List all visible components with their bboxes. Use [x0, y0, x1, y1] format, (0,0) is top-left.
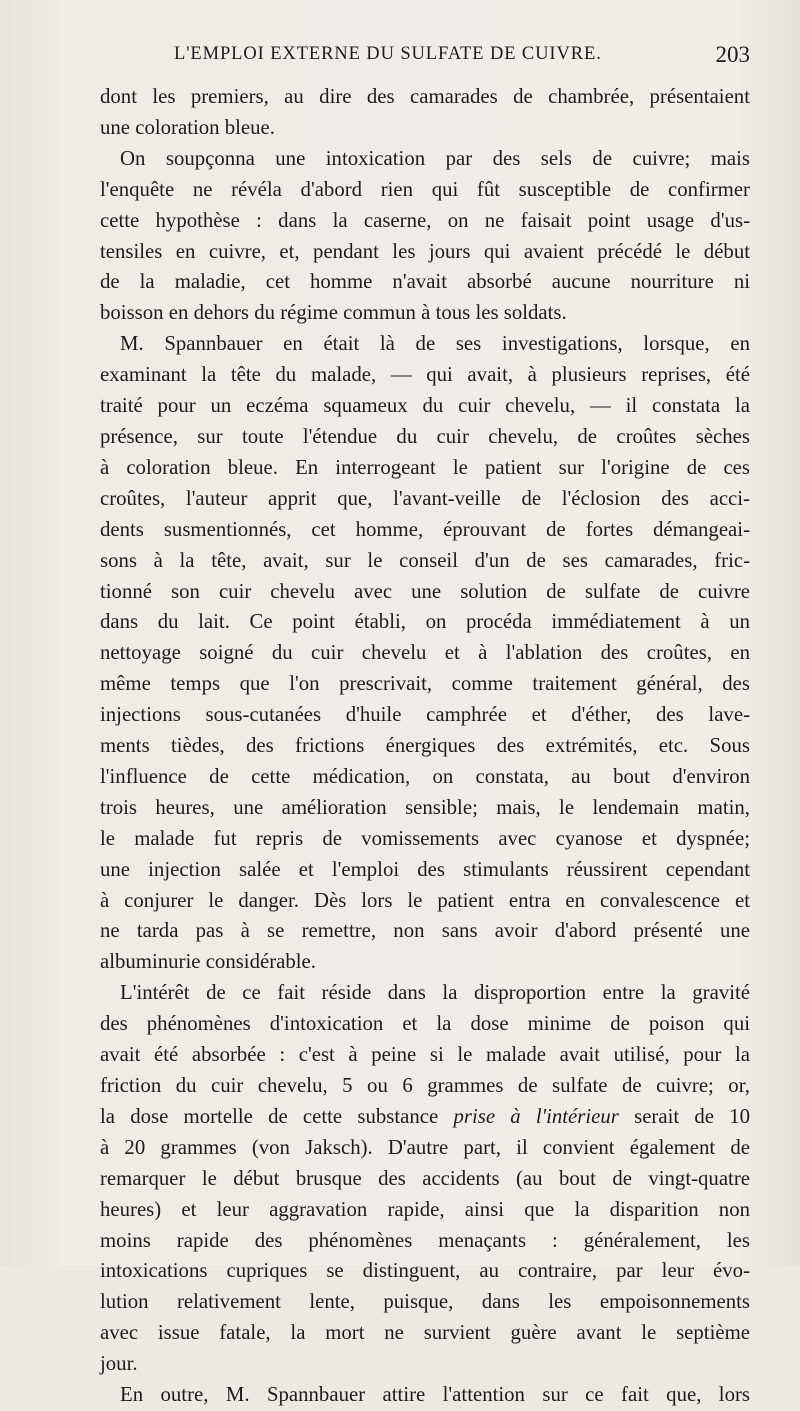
- text-line: L'intérêt de ce fait réside dans la disproportion entre la gravité: [120, 981, 750, 1005]
- text-line: dans du lait. Ce point établi, on procéda immédiatement à un: [100, 610, 750, 634]
- text-line: friction du cuir chevelu, 5 ou 6 grammes de sulfate de cuivre; or,: [100, 1074, 750, 1097]
- text-line: à coloration bleue. En interrogeant le patient sur l'origine de ces: [100, 455, 750, 479]
- text-line: cette hypothèse : dans la caserne, on ne faisait point usage d'us-: [100, 208, 750, 232]
- text-line: lution relativement lente, puisque, dans les empoisonnements: [100, 1290, 750, 1314]
- text-segment: serait de 10: [618, 1104, 750, 1128]
- text-line: tensiles en cuivre, et, pendant les jours qui avaient précédé le début: [100, 239, 750, 263]
- italic-phrase: prise à l'intérieur: [453, 1104, 619, 1128]
- paragraph: [100, 978, 750, 1380]
- text-line: heures) et leur aggravation rapide, ainsi que la disparition non: [100, 1197, 750, 1221]
- text-line: avec issue fatale, la mort ne survient guère avant le septième: [100, 1321, 750, 1345]
- text-line: une injection salée et l'emploi des stimulants réussirent cependant: [100, 857, 750, 881]
- body-text: [100, 82, 750, 1411]
- text-segment: la dose mortelle de cette substance: [100, 1104, 454, 1128]
- text-line: dents susmentionnés, cet homme, éprouvant de fortes démangeai-: [100, 517, 750, 541]
- paragraph: [100, 82, 750, 144]
- text-line: injections sous-cutanées d'huile camphrée et d'éther, des lave-: [100, 703, 750, 727]
- text-line: tionné son cuir chevelu avec une solution de sulfate de cuivre: [100, 579, 750, 603]
- running-title: L'EMPLOI EXTERNE DU SULFATE DE CUIVRE.: [174, 44, 602, 64]
- text-line: ments tièdes, des frictions énergiques des extrémités, etc. Sous: [100, 734, 750, 758]
- text-line: remarquer le début brusque des accidents (au bout de vingt-quatre: [100, 1166, 750, 1190]
- text-line-with-italic: [100, 1102, 750, 1133]
- text-line: l'influence de cette médication, on constata, au bout d'environ: [100, 764, 750, 788]
- text-line: intoxications cupriques se distinguent, au contraire, par leur évo-: [100, 1259, 750, 1283]
- text-line: trois heures, une amélioration sensible; mais, le lendemain matin,: [100, 795, 750, 819]
- text-line: traité pour un eczéma squameux du cuir chevelu, — il constata la: [100, 394, 750, 418]
- text-line: ne tarda pas à se remettre, non sans avoir d'abord présenté une: [100, 919, 750, 943]
- text-line: des phénomènes d'intoxication et la dose minime de poison qui: [100, 1012, 750, 1036]
- paragraph: [100, 329, 750, 978]
- page-header: [100, 44, 750, 74]
- text-line: albuminurie considérable.: [100, 950, 316, 974]
- text-line: une coloration bleue.: [100, 115, 275, 139]
- text-line: En outre, M. Spannbauer attire l'attention sur ce fait que, lors: [120, 1383, 750, 1407]
- text-line: sons à la tête, avait, sur le conseil d'un de ses camarades, fric-: [100, 548, 750, 572]
- text-line: à conjurer le danger. Dès lors le patient entra en convalescence et: [100, 888, 750, 912]
- text-line: croûtes, l'auteur apprit que, l'avant-veille de l'éclosion des acci-: [100, 486, 750, 510]
- text-line: M. Spannbauer en était là de ses investigations, lorsque, en: [120, 332, 750, 356]
- text-line: jour.: [100, 1352, 138, 1376]
- text-line: à 20 grammes (von Jaksch). D'autre part, il convient également de: [100, 1135, 750, 1159]
- text-line: boisson en dehors du régime commun à tous les soldats.: [100, 301, 567, 325]
- text-line: de la maladie, cet homme n'avait absorbé aucune nourriture ni: [100, 270, 750, 294]
- paragraph: [100, 1380, 750, 1411]
- text-line: nettoyage soigné du cuir chevelu et à l'ablation des croûtes, en: [100, 641, 750, 665]
- text-line: dont les premiers, au dire des camarades de chambrée, présentaient: [100, 85, 750, 108]
- text-line: présence, sur toute l'étendue du cuir chevelu, de croûtes sèches: [100, 424, 750, 448]
- text-line: l'enquête ne révéla d'abord rien qui fût susceptible de confirmer: [100, 177, 750, 201]
- text-line: On soupçonna une intoxication par des sels de cuivre; mais: [120, 146, 750, 170]
- text-line: le malade fut repris de vomissements avec cyanose et dyspnée;: [100, 826, 750, 850]
- text-line: avait été absorbée : c'est à peine si le malade avait utilisé, pour la: [100, 1043, 750, 1067]
- text-line: même temps que l'on prescrivait, comme traitement général, des: [100, 672, 750, 696]
- paragraph: [100, 144, 750, 329]
- text-line: examinant la tête du malade, — qui avait, à plusieurs reprises, été: [100, 363, 750, 387]
- page-number: 203: [715, 42, 750, 67]
- text-line: moins rapide des phénomènes menaçants : généralement, les: [100, 1228, 750, 1252]
